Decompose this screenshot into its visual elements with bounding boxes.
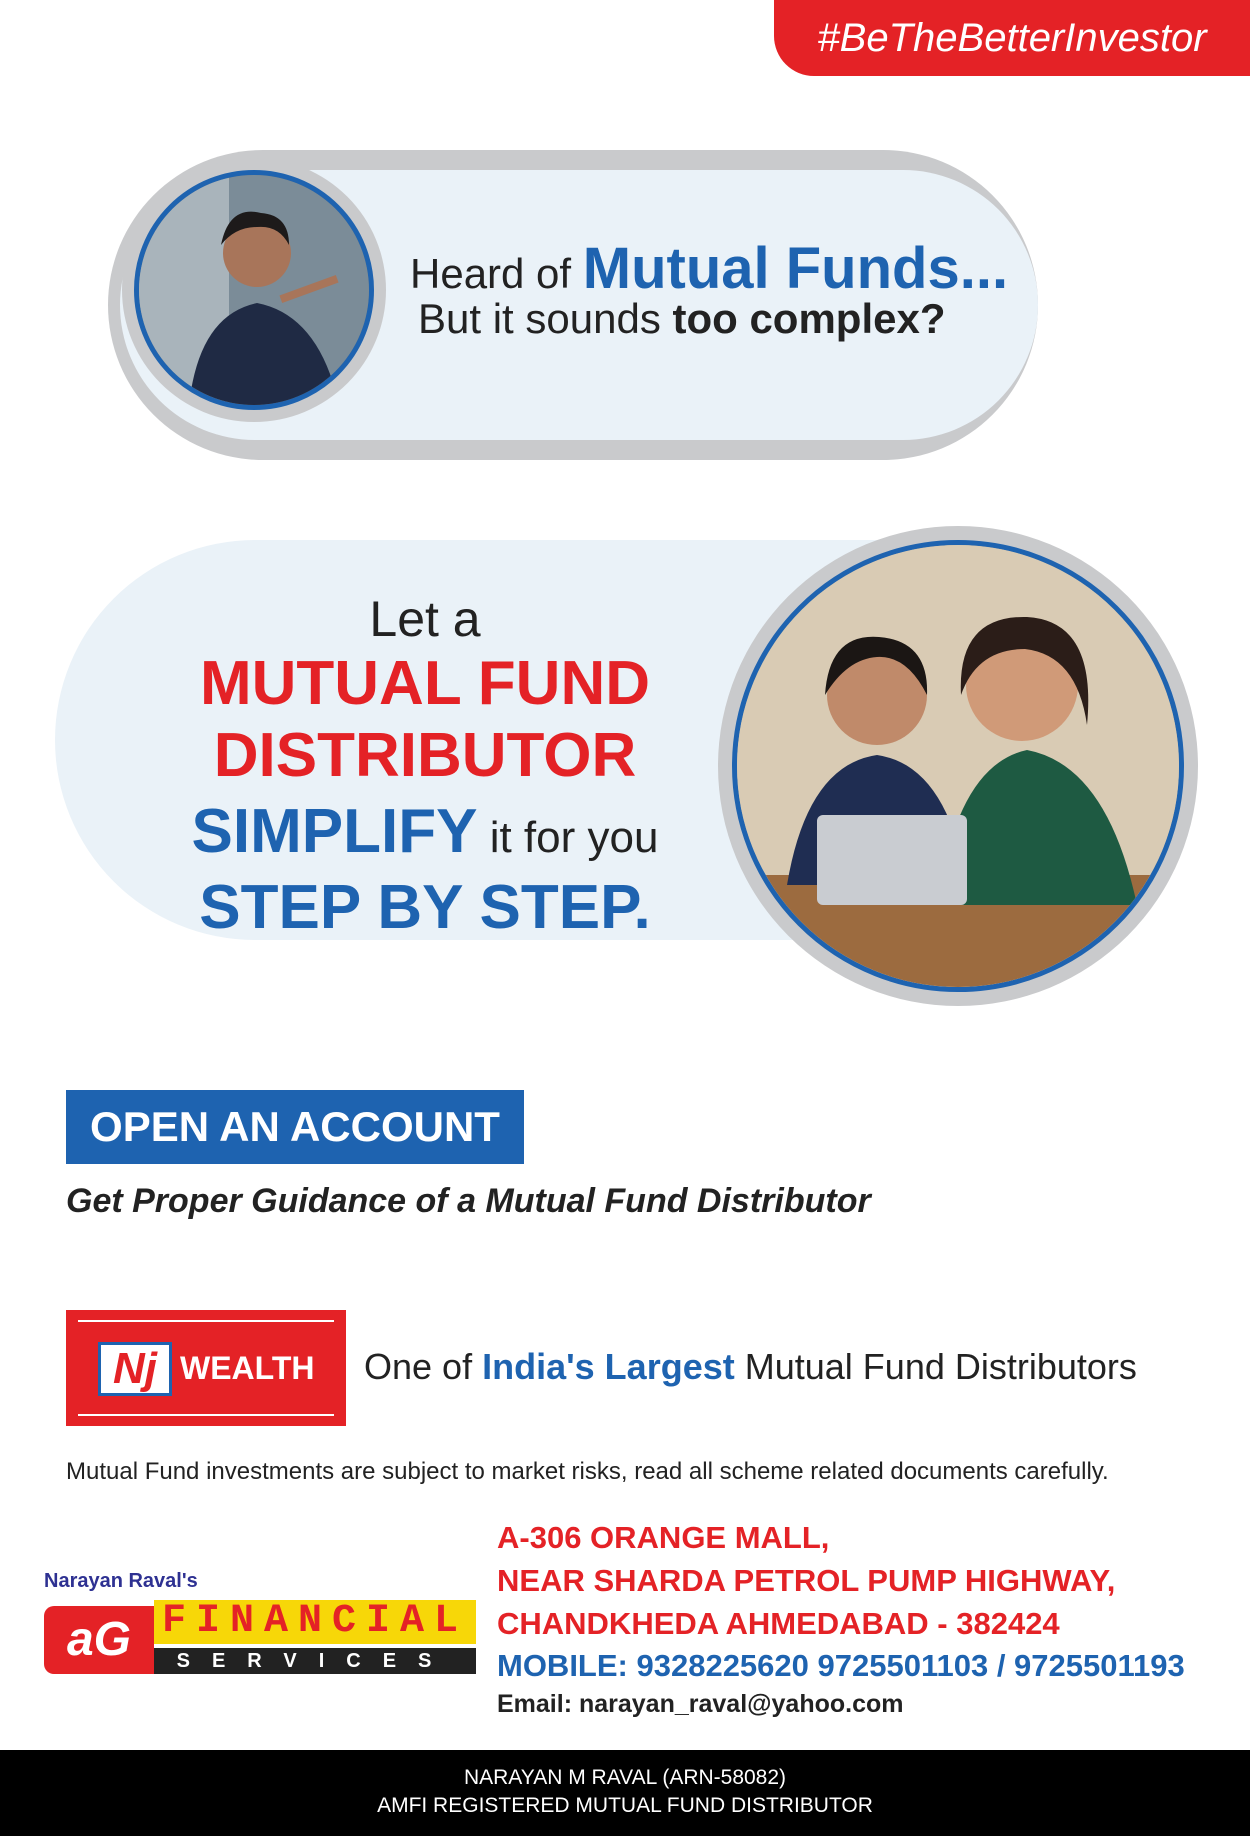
nj-logo-j: j: [144, 1344, 157, 1393]
simplify-line: [145, 796, 705, 867]
guidance-text: Get Proper Guidance of a Mutual Fund Distributor: [66, 1182, 871, 1220]
two-women-illustration: [737, 545, 1179, 987]
footer-bar: [0, 1750, 1250, 1836]
mutual-fund-distributor-heading: [145, 648, 705, 792]
two-women-laptop-photo: [732, 540, 1184, 992]
address-line-1: A-306 ORANGE MALL,: [497, 1520, 830, 1555]
woman-thinking-illustration: [139, 175, 369, 405]
simplify-word: SIMPLIFY: [191, 797, 478, 866]
mfd-line-1: MUTUAL FUND: [199, 649, 650, 718]
let-a-text: Let a: [369, 591, 481, 647]
mobile-numbers[interactable]: MOBILE: 9328225620 9725501103 / 9725501193: [497, 1648, 1185, 1683]
question-highlight: Mutual Funds...: [582, 236, 1009, 301]
email-link[interactable]: Email: narayan_raval@yahoo.com: [497, 1690, 904, 1718]
distributor-owner: Narayan Raval's: [44, 1570, 198, 1592]
ag-logo: aG: [44, 1606, 154, 1674]
woman-thinking-photo: [134, 170, 374, 410]
nj-logo-mark: [98, 1342, 172, 1396]
question-line-1: [410, 235, 1008, 302]
question-prefix: Heard of: [410, 250, 572, 297]
tagline-prefix: One of: [364, 1346, 473, 1387]
open-account-button[interactable]: OPEN AN ACCOUNT: [66, 1090, 524, 1164]
risk-disclaimer: Mutual Fund investments are subject to market risks, read all scheme related documents carefully.: [66, 1458, 1109, 1485]
simplify-rest: it for you: [489, 813, 659, 862]
question-line2-bold: too complex?: [672, 295, 946, 342]
footer-line-1: NARAYAN M RAVAL (ARN-58082): [463, 1766, 787, 1789]
financial-wordmark: FINANCIAL: [154, 1600, 476, 1644]
mfd-line-2: DISTRIBUTOR: [213, 721, 637, 790]
address-line-2: NEAR SHARDA PETROL PUMP HIGHWAY,: [497, 1563, 1116, 1598]
nj-wealth-label: WEALTH: [180, 1350, 315, 1386]
question-line-2: [418, 295, 946, 343]
tagline-highlight: India's Largest: [482, 1346, 735, 1387]
step-by-step-text: STEP BY STEP.: [199, 873, 651, 942]
hashtag-banner: #BeTheBetterInvestor: [774, 0, 1250, 76]
nj-logo-n: N: [112, 1344, 145, 1393]
services-wordmark: SERVICES: [154, 1648, 476, 1674]
address-line-3: CHANDKHEDA AHMEDABAD - 382424: [497, 1606, 1060, 1641]
nj-tagline: [364, 1346, 1137, 1388]
tagline-suffix: Mutual Fund Distributors: [744, 1346, 1137, 1387]
question-line2-prefix: But it sounds: [418, 295, 661, 342]
footer-line-2: AMFI REGISTERED MUTUAL FUND DISTRIBUTOR: [377, 1794, 873, 1817]
